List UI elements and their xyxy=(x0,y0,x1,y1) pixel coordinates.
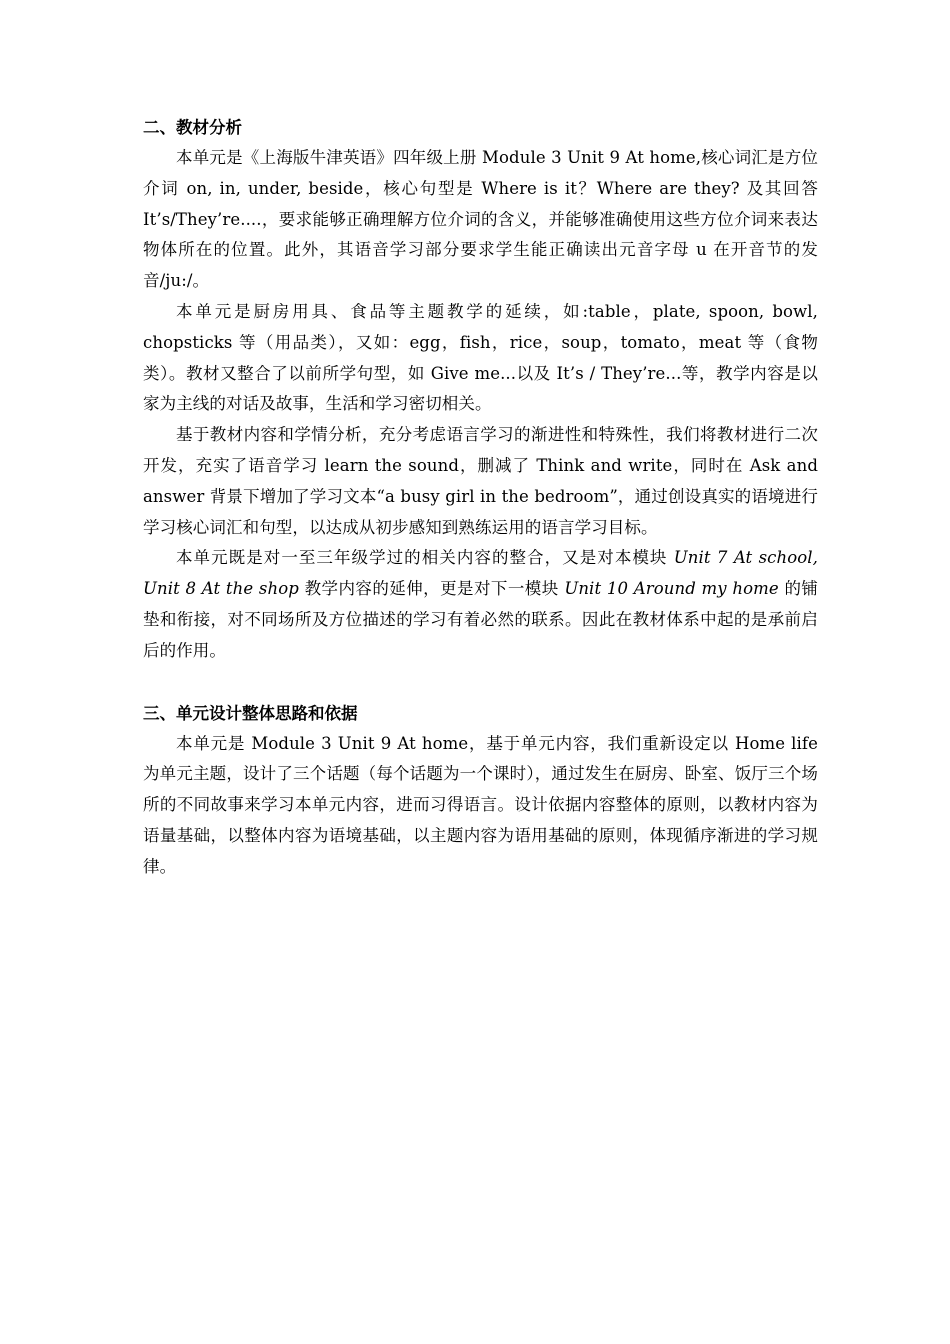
italic-unit-10: Unit 10 Around my home xyxy=(564,579,779,599)
document-page xyxy=(143,112,818,883)
text-span: 本单元既是对一至三年级学过的相关内容的整合，又是对本模块 xyxy=(176,548,674,568)
paragraph-design-approach: 本单元是 Module 3 Unit 9 At home，基于单元内容，我们重新设定以 Home life 为单元主题，设计了三个话题（每个话题为一个课时），通过发生在厨房、卧室、饭厅三个场所的不同故事来学习本单元内容，进而习得语言。设计依据内容整体的原则，以教材内容为语量基础，以整体内容为语境基础，以主题内容为语用基础的原则，体现循序渐进的学习规律。 xyxy=(143,733,818,876)
paragraph-redevelopment: 基于教材内容和学情分析，充分考虑语言学习的渐进性和特殊性，我们将教材进行二次开发，充实了语音学习 learn the sound，删减了 Think and write，同时在 Ask and answer 背景下增加了学习文本“a busy girl in the bedroom”，通过创设真实的语境进行学习核心词汇和句型，以达成从初步感知到熟练运用的语言学习目标。 xyxy=(143,425,818,537)
paragraph-integration xyxy=(143,543,818,666)
paragraph-unit-overview: 本单元是《上海版牛津英语》四年级上册 Module 3 Unit 9 At home,核心词汇是方位介词 on, in, under, beside，核心句型是 Where is it？Where are they? 及其回答 It’s/They’re....，要求能够正确理解方位介词的含义，并能够准确使用这些方位介词来表达物体所在的位置。此外，其语音学习部分要求学生能正确读出元音字母 u 在开音节的发音/ju:/。 xyxy=(143,148,818,291)
text-span: 的铺垫和衔接，对不同场所及方位描述的学习有着必然的联系。因此在教材体系中起的是承前启后的作用。 xyxy=(143,579,818,660)
section-heading-design-rationale: 三、单元设计整体思路和依据 xyxy=(143,703,358,723)
italic-unit-8: Unit 8 At the shop xyxy=(143,579,299,599)
paragraph-theme-extension: 本单元是厨房用具、食品等主题教学的延续，如:table，plate, spoon, bowl, chopsticks 等（用品类），又如：egg，fish，rice，soup，tomato，meat 等（食物类）。教材又整合了以前所学句型，如 Give me...以及 It’s / They’re...等，教学内容是以家为主线的对话及故事，生活和学习密切相关。 xyxy=(143,301,818,414)
section-heading-textbook-analysis: 二、教材分析 xyxy=(143,118,242,137)
text-span: 教学内容的延伸，更是对下一模块 xyxy=(298,579,565,599)
italic-unit-7: Unit 7 At school, xyxy=(673,548,818,568)
section-spacer xyxy=(143,667,818,698)
